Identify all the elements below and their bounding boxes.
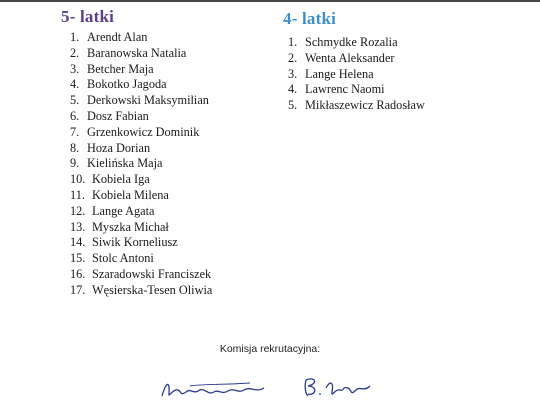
list-item-number: 5. [70, 93, 80, 108]
list-item-name: Derkowski Maksymilian [87, 93, 209, 108]
list-item-name: Hoza Dorian [87, 140, 151, 155]
list-item-name: Lange Helena [305, 66, 374, 81]
list-item-number: 15. [70, 251, 86, 266]
group-4-list [288, 35, 425, 114]
list-item-name: Kobiela Milena [92, 187, 169, 202]
list-item-name: Lawrenc Naomi [305, 82, 385, 97]
list-item-name: Szaradowski Franciszek [92, 266, 212, 281]
list-item [70, 109, 212, 125]
list-item [288, 35, 425, 51]
page-top-edge [0, 0, 540, 2]
list-item [70, 204, 212, 220]
commission-label: Komisja rekrutacyjna: [219, 343, 321, 355]
list-item [70, 283, 212, 299]
list-item-name: Baranowska Natalia [87, 45, 187, 60]
list-item-name: Kobiela Iga [92, 172, 150, 187]
list-item [70, 30, 212, 46]
list-item-number: 7. [70, 124, 80, 139]
list-item-number: 3. [288, 66, 298, 81]
list-item [288, 67, 425, 83]
list-item [70, 220, 212, 236]
list-item-name: Stolc Antoni [92, 251, 154, 266]
list-item [70, 125, 212, 141]
list-item-name: Siwik Korneliusz [92, 235, 178, 250]
list-item [70, 93, 212, 109]
list-item [70, 235, 212, 251]
signature-right-icon [300, 374, 380, 400]
list-item-name: Dosz Fabian [87, 108, 149, 123]
list-item-number: 4. [70, 77, 80, 92]
list-item-number: 9. [70, 156, 80, 171]
list-item-number: 8. [70, 140, 80, 155]
list-item [70, 251, 212, 267]
list-item-number: 6. [70, 108, 80, 123]
list-item [288, 98, 425, 114]
signature-right [300, 374, 380, 400]
list-item-number: 14. [70, 235, 86, 250]
list-item-name: Betcher Maja [87, 61, 154, 76]
list-item-number: 17. [70, 282, 86, 297]
list-item [70, 77, 212, 93]
list-item-name: Grzenkowicz Dominik [87, 124, 200, 139]
list-item-name: Schmydke Rozalia [305, 35, 398, 49]
list-item-name: Arendt Alan [87, 30, 148, 44]
list-item [70, 156, 212, 172]
list-item-number: 4. [288, 82, 298, 97]
list-item [70, 46, 212, 62]
list-item-number: 1. [288, 35, 298, 49]
list-item-name: Myszka Michał [92, 219, 169, 234]
group-4-heading: 4- latki [283, 9, 337, 28]
list-item-name: Węsierska-Tesen Oliwia [92, 282, 213, 297]
list-item [288, 51, 425, 67]
list-item-name: Mikłaszewicz Radosław [305, 98, 425, 113]
list-item [70, 267, 212, 283]
list-item-name: Lange Agata [92, 203, 155, 218]
list-item-number: 13. [70, 219, 86, 234]
signature-left [160, 374, 270, 400]
list-item-name: Wenta Aleksander [305, 50, 395, 65]
list-item-number: 3. [70, 61, 80, 76]
list-item [70, 141, 212, 157]
group-5-list [70, 30, 212, 299]
list-item [288, 82, 425, 98]
list-item-number: 12. [70, 203, 86, 218]
list-item [70, 188, 212, 204]
list-item-number: 5. [288, 98, 298, 113]
list-item-number: 2. [70, 45, 80, 60]
list-item-number: 2. [288, 50, 298, 65]
list-item-name: Bokotko Jagoda [87, 77, 167, 92]
list-item [70, 172, 212, 188]
group-5-heading: 5- latki [61, 7, 115, 26]
list-item-number: 10. [70, 172, 86, 187]
list-item-number: 1. [70, 30, 80, 44]
list-item-number: 11. [70, 187, 85, 202]
list-item-name: Kielińska Maja [87, 156, 163, 171]
list-item-number: 16. [70, 266, 86, 281]
signature-left-icon [160, 374, 270, 400]
list-item [70, 62, 212, 78]
